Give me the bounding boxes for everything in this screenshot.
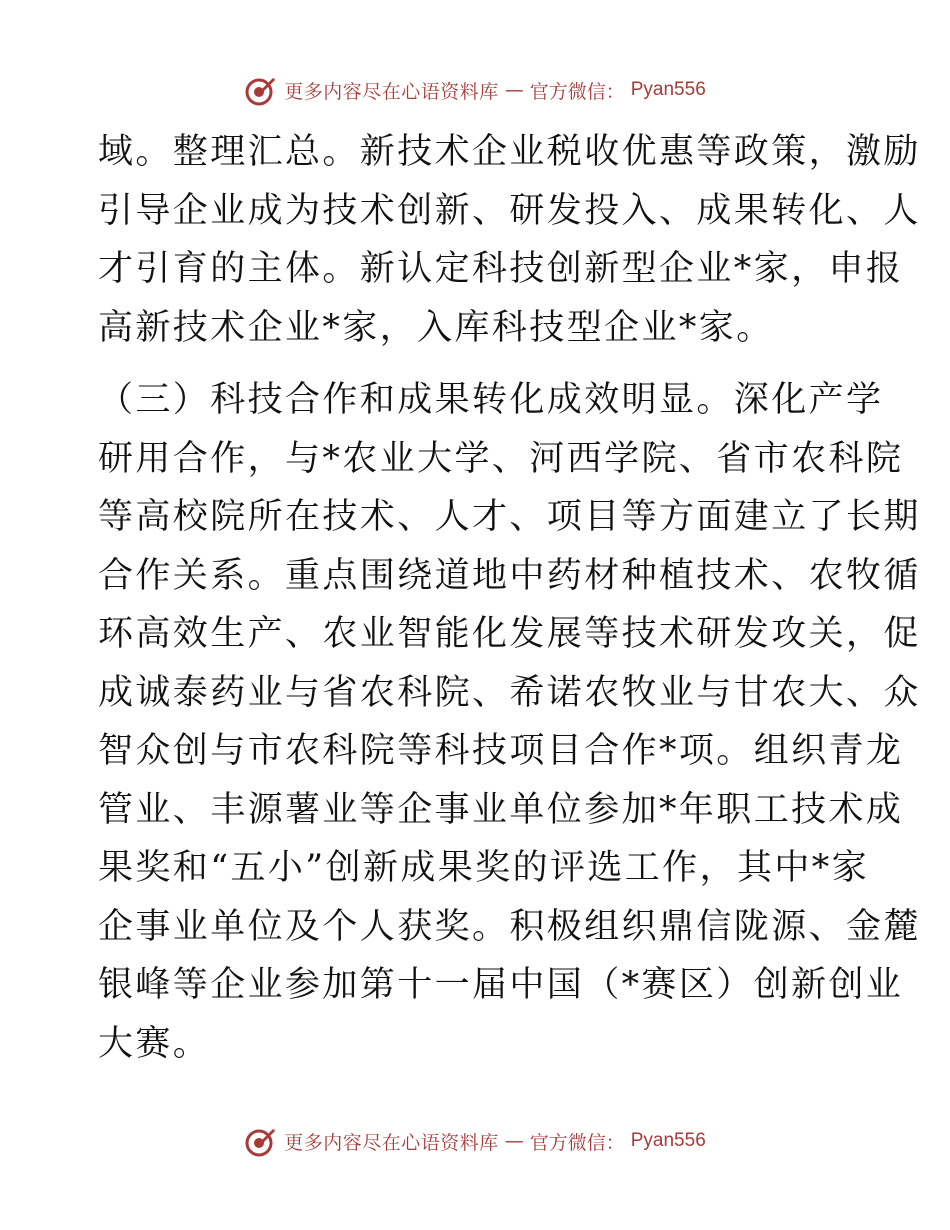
watermark-text: 更多内容尽在心语资料库: [284, 80, 499, 103]
text-line: 银峰等企业参加第十一届中国（*赛区）创新创业: [98, 965, 904, 1005]
text-line: 等高校院所在技术、人才、项目等方面建立了长期: [98, 497, 921, 537]
watermark-dash: —: [504, 1130, 524, 1152]
watermark-wechat-id: Pyan556: [630, 1130, 706, 1151]
text-line: 果奖和“五小”创新成果奖的评选工作，其中*家: [98, 848, 870, 888]
text-line: 环高效生产、农业智能化发展等技术研发攻关，促: [98, 614, 921, 654]
text-line: 域。整理汇总。新技术企业税收优惠等政策，激励: [98, 132, 921, 172]
paragraph-1: [98, 123, 921, 357]
text-line: 智众创与市农科院等科技项目合作*项。组织青龙: [98, 731, 904, 771]
watermark-text: 更多内容尽在心语资料库: [284, 1131, 499, 1154]
text-line: （三）科技合作和成果转化成效明显。深化产学: [98, 380, 884, 420]
header-watermark-banner: [0, 70, 950, 110]
text-line: 合作关系。重点围绕道地中药材种植技术、农牧循: [98, 555, 921, 596]
paragraph-gap: [98, 357, 858, 371]
watermark-wechat-label: 官方微信：: [529, 1131, 625, 1154]
text-line: 企事业单位及个人获奖。积极组织鼎信陇源、金麓: [98, 906, 921, 947]
footer-watermark-banner: [0, 1121, 950, 1161]
text-line: 高新技术企业*家，入库科技型企业*家。: [98, 307, 774, 348]
pen-logo-icon: [244, 73, 278, 107]
watermark-wechat-label: 官方微信：: [529, 80, 625, 103]
pen-logo-icon: [244, 1124, 278, 1158]
text-line: 引导企业成为技术创新、研发投入、成果转化、人: [98, 190, 921, 231]
paragraph-2: [98, 371, 921, 1073]
watermark-dash: —: [504, 79, 524, 101]
watermark-wechat-id: Pyan556: [630, 79, 706, 100]
text-line: 大赛。: [98, 1023, 211, 1064]
text-line: 研用合作，与*农业大学、河西学院、省市农科院: [98, 438, 904, 479]
text-line: 成诚泰药业与省农科院、希诺农牧业与甘农大、众: [98, 672, 921, 713]
text-line: 管业、丰源薯业等企事业单位参加*年职工技术成: [98, 789, 904, 830]
document-body: [98, 123, 921, 1073]
text-line: 才引育的主体。新认定科技创新型企业*家，申报: [98, 249, 904, 289]
